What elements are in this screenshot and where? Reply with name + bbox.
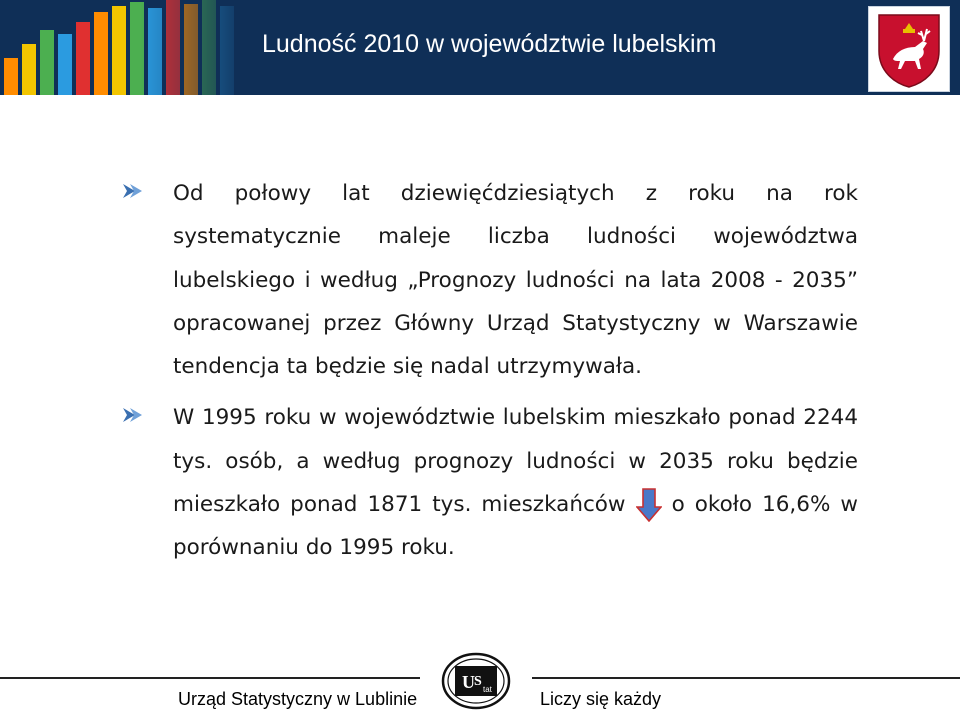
- list-item: [123, 172, 858, 388]
- down-arrow-icon: [636, 488, 662, 522]
- list-item: [123, 396, 858, 569]
- content-area: [123, 172, 858, 570]
- paragraph-text: Od połowy lat dziewięćdziesiątych z roku na rok systematycznie maleje liczba ludności województwa lubelskiego i według „Prognozy ludności na lata 2008 - 2035” opracowanej przez Główny Urząd Statystyczny w Warszawie tendencja ta będzie się nadal utrzymywała.: [173, 181, 858, 380]
- paragraph-text: [173, 396, 858, 569]
- chevron-arrow-icon: [123, 408, 145, 422]
- page-title: Ludność 2010 w województwie lubelskim: [262, 30, 717, 58]
- header-bar: [0, 0, 960, 95]
- bar-chart-decoration: [0, 0, 250, 95]
- footer-slogan: Liczy się każdy: [540, 689, 662, 709]
- svg-text:tat: tat: [483, 685, 492, 694]
- chevron-arrow-icon: [123, 184, 145, 198]
- svg-text:S: S: [474, 674, 482, 689]
- paragraph-text-part: o około 16,6% w porównaniu do 1995 roku.: [173, 492, 858, 561]
- footer-divider-left: [0, 677, 420, 679]
- footer-divider-right: [532, 677, 960, 679]
- footer-office-name: Urząd Statystyczny w Lublinie: [178, 689, 418, 709]
- lublin-crest-icon: [869, 7, 949, 91]
- crest-frame: [868, 6, 950, 92]
- svg-text:U: U: [462, 672, 475, 692]
- ustat-logo-icon: [441, 652, 511, 710]
- paragraph-text-part: W 1995 roku w województwie lubelskim mieszkało ponad 2244 tys. osób, a według prognozy ludności w 2035 roku będzie mieszkało ponad 1871 tys. mieszkańców: [173, 405, 858, 518]
